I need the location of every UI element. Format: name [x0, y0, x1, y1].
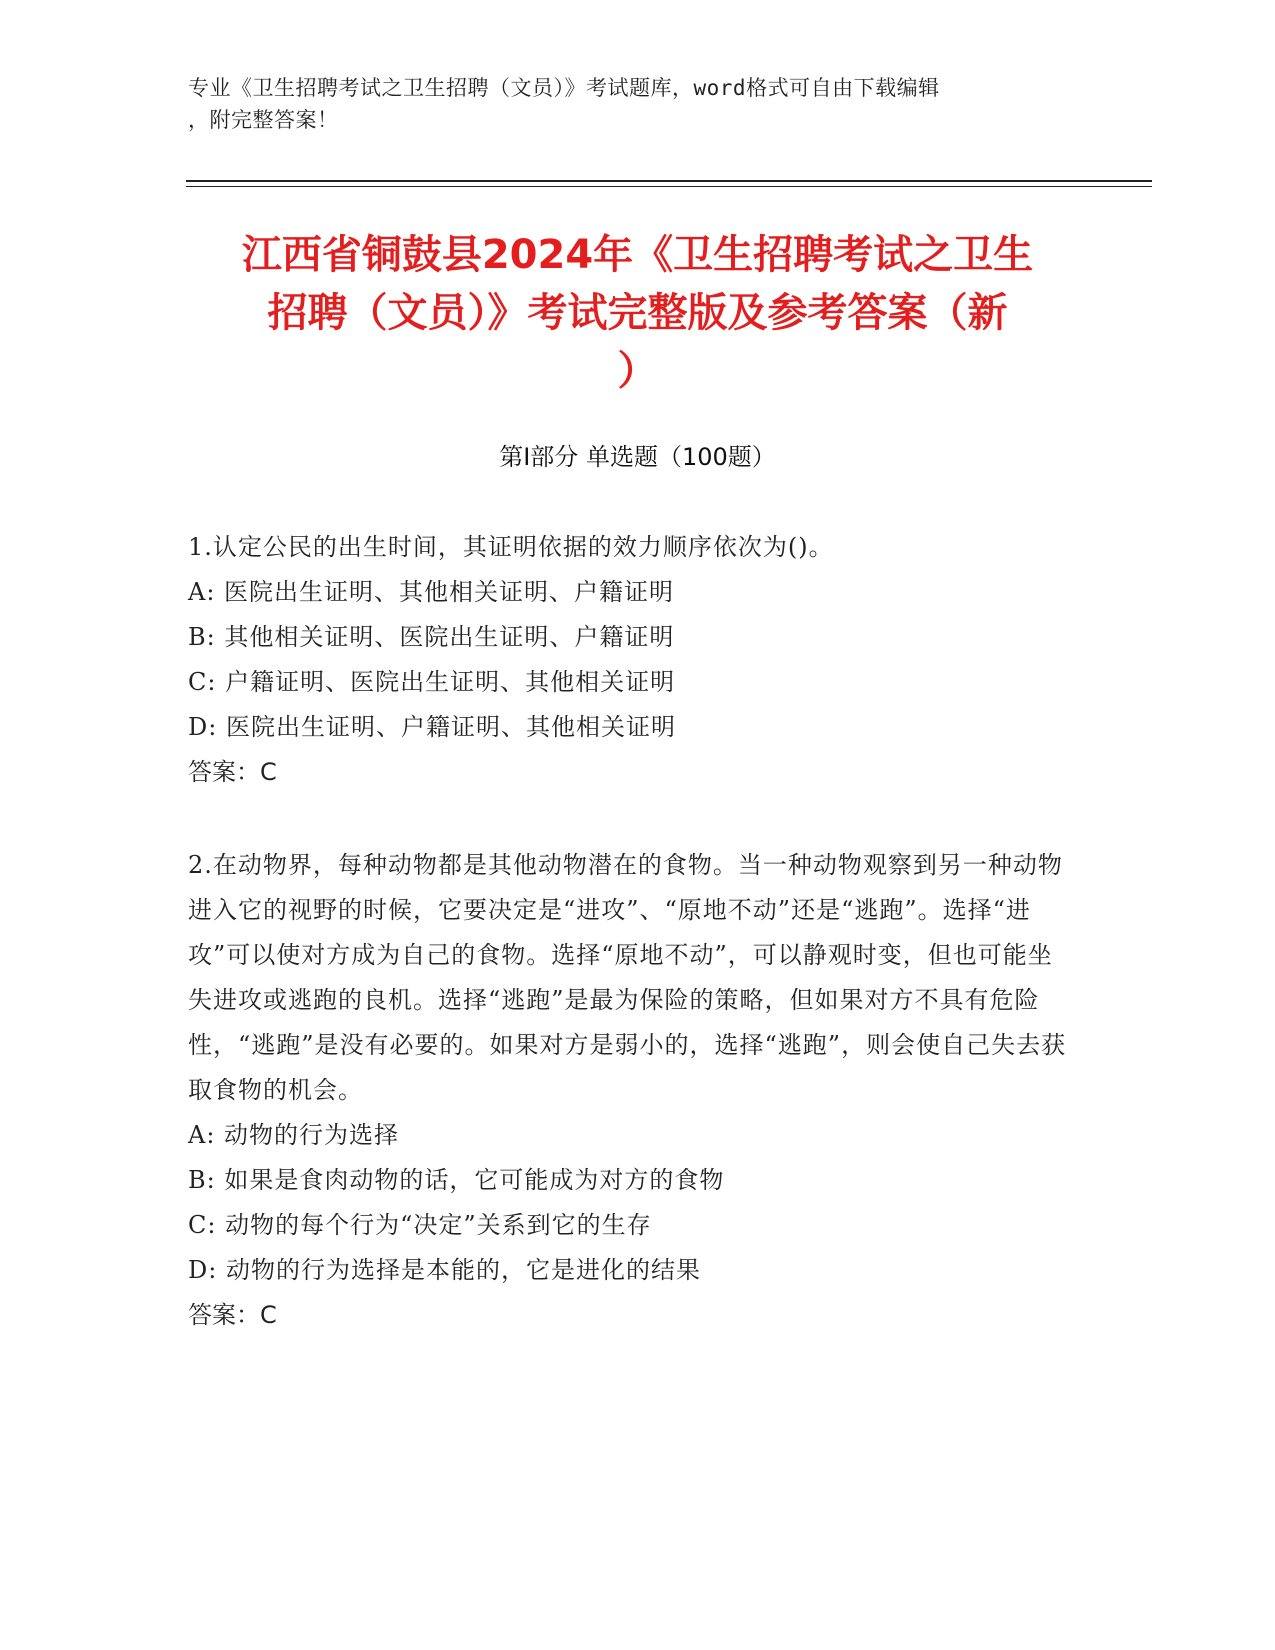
option-d: D: 医院出生证明、户籍证明、其他相关证明: [188, 713, 676, 741]
header-divider-thick: [186, 180, 1152, 182]
header-divider-thin: [186, 186, 1152, 187]
question-stem: 2.在动物界，每种动物都是其他动物潜在的食物。当一种动物观察到另一种动物进入它的视野的时候，它要决定是“进攻”、“原地不动”还是“逃跑”。选择“进攻”可以使对方成为自己的食物。选择“原地不动”，可以静观时变，但也可能坐失进攻或逃跑的良机。选择“逃跑”是最为保险的策略，但如果对方不具有危险性，“逃跑”是没有必要的。如果对方是弱小的，选择“逃跑”，则会使自己失去获取食物的机会。: [188, 851, 1067, 1104]
question-2: [188, 843, 1068, 1338]
question-stem: 1.认定公民的出生时间，其证明依据的效力顺序依次为()。: [188, 533, 834, 561]
title-line-1: 江西省铜鼓县2024年《卫生招聘考试之卫生: [241, 232, 1034, 278]
header-line-1: 专业《卫生招聘考试之卫生招聘（文员）》考试题库，word格式可自由下载编辑: [188, 76, 940, 100]
title-line-3: ）: [617, 348, 658, 394]
option-c: C: 动物的每个行为“决定”关系到它的生存: [188, 1211, 652, 1239]
page-header: [188, 72, 1068, 136]
answer: 答案：C: [188, 758, 277, 786]
option-d: D: 动物的行为选择是本能的，它是进化的结果: [188, 1256, 701, 1284]
option-a: A: 医院出生证明、其他相关证明、户籍证明: [188, 578, 675, 606]
answer: 答案：C: [188, 1301, 277, 1329]
option-c: C: 户籍证明、医院出生证明、其他相关证明: [188, 668, 676, 696]
option-b: B: 如果是食肉动物的话，它可能成为对方的食物: [188, 1166, 725, 1194]
question-1: [188, 525, 1068, 795]
title-line-2: 招聘（文员）》考试完整版及参考答案（新: [267, 290, 1008, 336]
option-b: B: 其他相关证明、医院出生证明、户籍证明: [188, 623, 675, 651]
section-heading: 第Ⅰ部分 单选题（100题）: [499, 443, 776, 471]
document-title: [180, 226, 1095, 400]
header-line-2: ，附完整答案！: [188, 108, 339, 132]
option-a: A: 动物的行为选择: [188, 1121, 400, 1149]
